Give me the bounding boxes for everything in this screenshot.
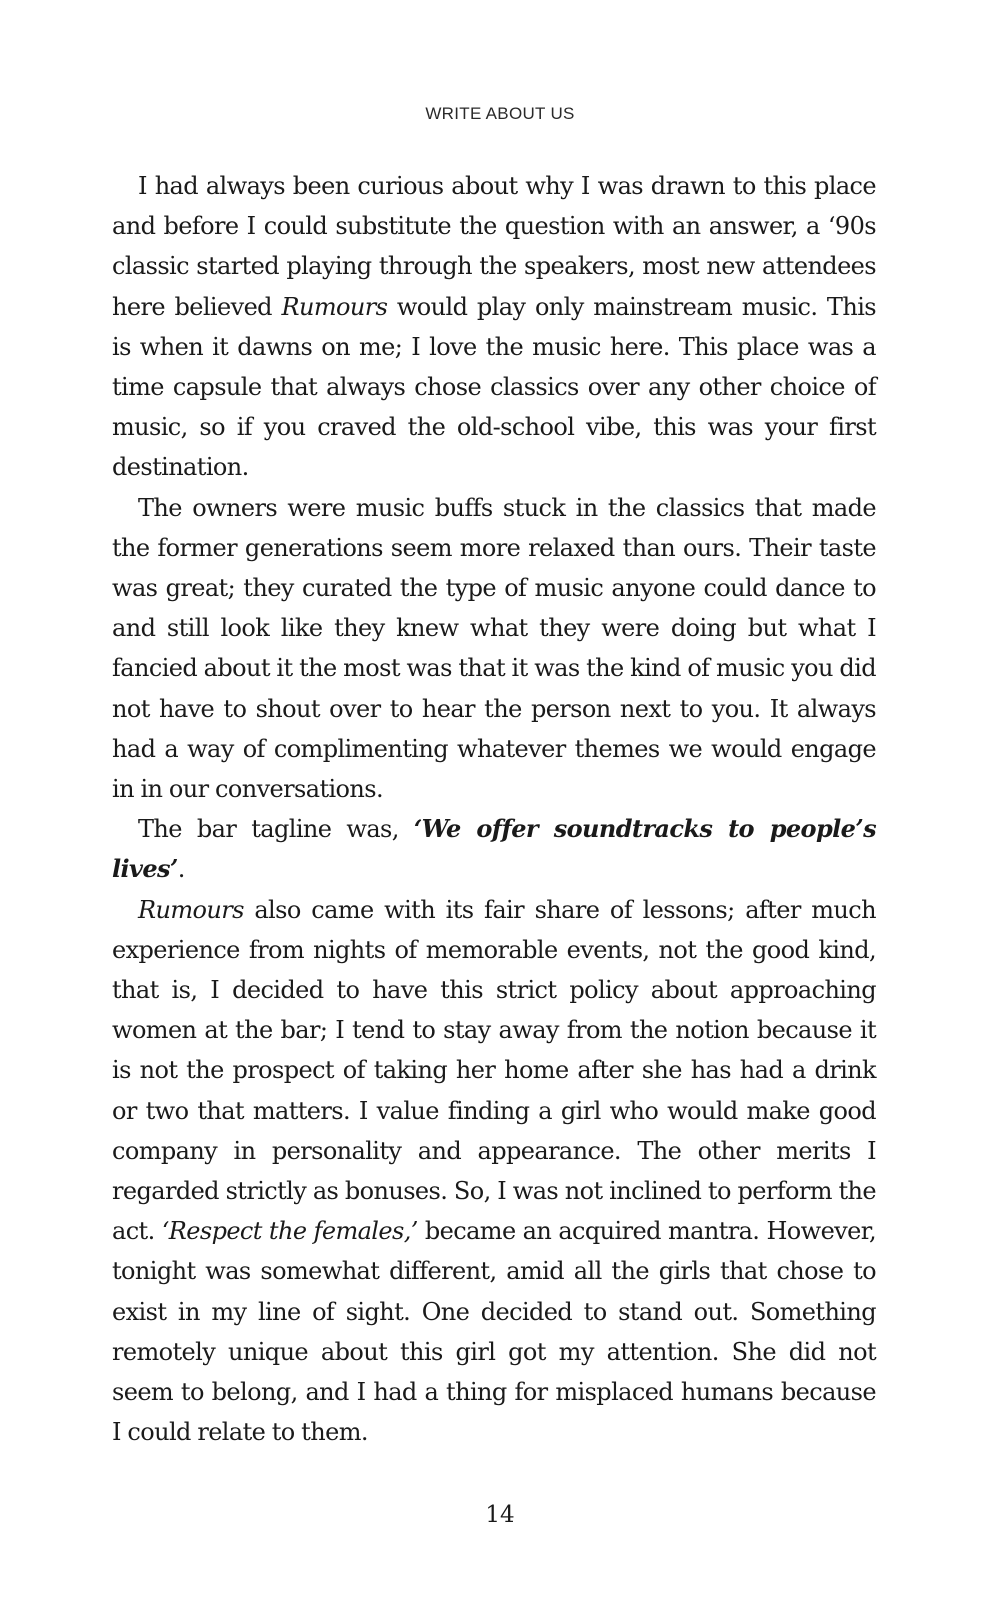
paragraph-1-bar-name: Rumours <box>281 292 388 321</box>
page-number: 14 <box>485 1502 515 1528</box>
mantra-quote: ‘Respect the females,’ <box>161 1217 418 1246</box>
paragraph-1-after: would play only mainstream music. This is when it dawns on me; I love the music here. This place was a time capsule that always chose classics over any other choice of music, so if you craved the old-school vibe, this was your first destination. <box>112 292 876 482</box>
paragraph-2: The owners were music buffs stuck in the classics that made the former generations seem more relaxed than ours. Their taste was great; they curated the type of music anyone could dance to and still look like they knew what they were doing but what I fancied about it the most was that it was the kind of music you did not have to shout over to hear the person next to you. It always had a way of complimenting whatever themes we would engage in in our conversations. <box>112 493 876 804</box>
paragraph-4-after: became an acquired mantra. However, tonight was somewhat different, amid all the girls that chose to exist in my line of sight. One decided to stand out. Something remotely unique about this girl got my attention. She did not seem to belong, and I had a thing for misplaced humans because I could relate to them. <box>112 1217 876 1447</box>
paragraph-4-middle: also came with its fair share of lessons; after much experience from nights of memorable events, not the good kind, that is, I decided to have this strict policy about approaching women at the bar; I tend to stay away from the notion because it is not the prospect of taking her home after she has had a drink or two that matters. I value finding a girl who would make good company in personality and appearance. The other merits I regarded strictly as bonuses. So, I was not inclined to perform the act. <box>112 895 876 1246</box>
running-header: WRITE ABOUT US <box>425 104 575 123</box>
paragraph-3-after: . <box>177 855 185 884</box>
paragraph-4 <box>112 890 876 1453</box>
paragraph-3 <box>112 809 876 889</box>
bar-tagline: ‘We offer soundtracks to people’s lives’ <box>112 814 876 884</box>
paragraph-3-before: The bar tagline was, <box>138 815 414 844</box>
paragraph-1 <box>112 166 876 488</box>
body-text <box>112 166 876 1453</box>
paragraph-4-bar-name: Rumours <box>138 895 244 924</box>
paragraph-1-before: I had always been curious about why I was drawn to this place and before I could substitute the question with an answer, a ‘90s classic started playing through the speakers, most new attendees here believed <box>112 172 876 321</box>
